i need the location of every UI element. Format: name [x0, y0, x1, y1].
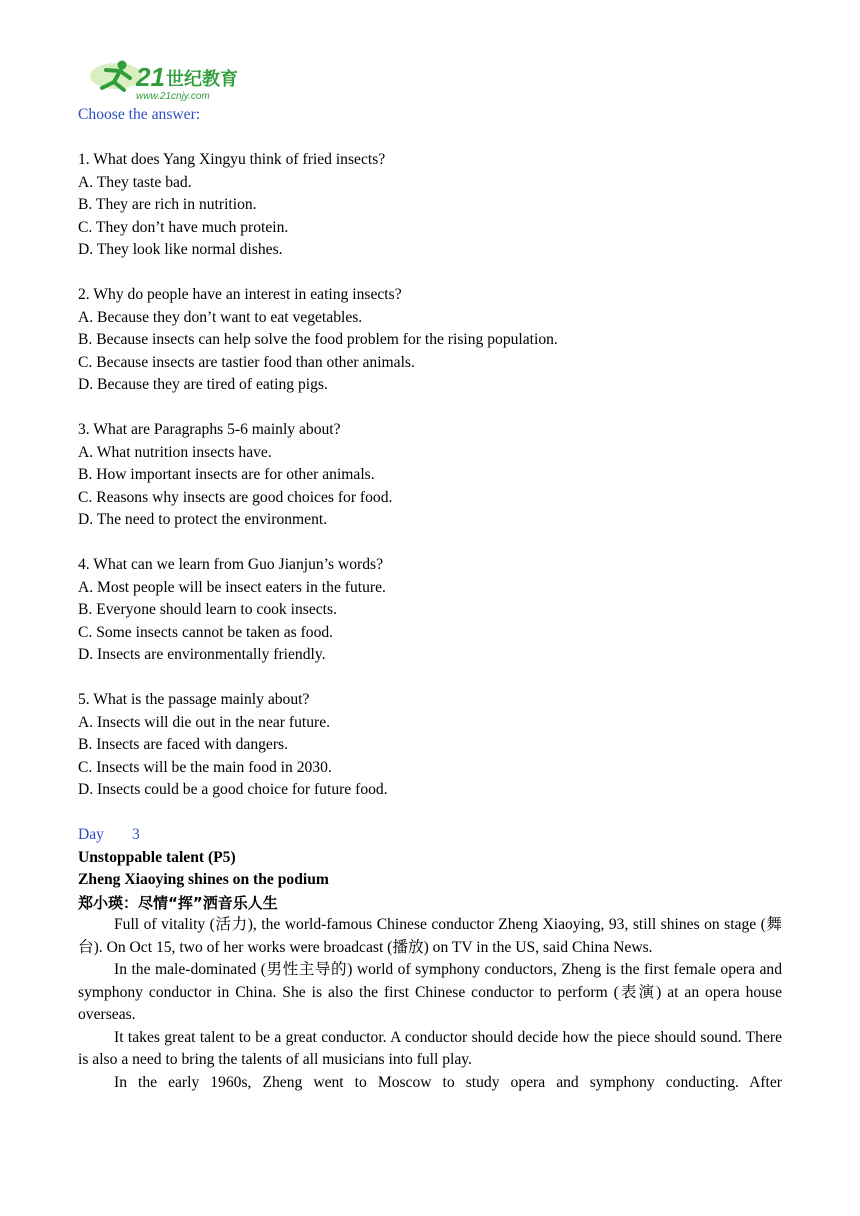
option-c: C. Reasons why insects are good choices for food. — [78, 488, 393, 506]
question-stem: 4. What can we learn from Guo Jianjun’s words? — [78, 556, 384, 573]
option-c: C. Some insects cannot be taken as food. — [78, 623, 334, 641]
question-1 — [78, 149, 782, 262]
option-b: B. Because insects can help solve the food problem for the rising population. — [78, 331, 558, 348]
page-content — [78, 104, 782, 1094]
question-stem: 2. Why do people have an interest in eating insects? — [78, 286, 402, 303]
day-number: 3 — [131, 826, 140, 843]
option-a: A. Because they don’t want to eat vegetables. — [78, 308, 363, 326]
option-a: A. They taste bad. — [78, 173, 192, 191]
site-logo — [86, 56, 250, 104]
question-5 — [78, 689, 782, 802]
option-c: C. Because insects are tastier food than other animals. — [78, 353, 415, 371]
option-d: D. They look like normal dishes. — [78, 241, 283, 258]
question-4 — [78, 554, 782, 667]
article-paragraph-2: In the male-dominated (男性主导的) world of symphony conductors, Zheng is the first female opera and symphony conductor in China. She is also the first Chinese conductor to perform (表演) at an opera house overseas. — [78, 961, 782, 1023]
option-d: D. Insects could be a good choice for future food. — [78, 781, 388, 798]
question-stem: 3. What are Paragraphs 5-6 mainly about? — [78, 421, 341, 438]
option-b: B. Everyone should learn to cook insects. — [78, 601, 337, 618]
logo-url: www.21cnjy.com — [136, 91, 210, 102]
article-paragraph-3: It takes great talent to be a great conductor. A conductor should decide how the piece should sound. There is also a need to bring the talents of all musicians into full play. — [78, 1028, 782, 1068]
logo-text: 21 — [136, 62, 165, 92]
article-paragraph-4: In the early 1960s, Zheng went to Moscow to study opera and symphony conducting. After — [114, 1073, 782, 1091]
article-section: Unstoppable talent (P5) — [78, 848, 236, 866]
option-d: D. Because they are tired of eating pigs. — [78, 376, 328, 393]
instruction: Choose the answer: — [78, 106, 201, 123]
option-b: B. How important insects are for other animals. — [78, 466, 375, 483]
option-c: C. Insects will be the main food in 2030. — [78, 758, 332, 776]
question-stem: 5. What is the passage mainly about? — [78, 691, 310, 708]
option-d: D. Insects are environmentally friendly. — [78, 646, 326, 663]
day-label: Day — [78, 826, 104, 843]
option-c: C. They don’t have much protein. — [78, 218, 289, 236]
option-b: B. Insects are faced with dangers. — [78, 736, 288, 753]
question-3 — [78, 419, 782, 532]
question-stem: 1. What does Yang Xingyu think of fried insects? — [78, 151, 386, 168]
day-heading — [78, 824, 782, 847]
article-title: Zheng Xiaoying shines on the podium — [78, 871, 329, 888]
option-a: A. What nutrition insects have. — [78, 443, 272, 461]
runner-logo-icon — [86, 56, 250, 104]
option-a: A. Insects will die out in the near future. — [78, 713, 331, 731]
article-title-cn: 郑小瑛：尽情“挥”洒音乐人生 — [78, 893, 278, 912]
option-a: A. Most people will be insect eaters in the future. — [78, 578, 386, 596]
svg-text:世纪教育: 世纪教育 — [166, 69, 238, 90]
option-b: B. They are rich in nutrition. — [78, 196, 257, 213]
question-2 — [78, 284, 782, 397]
option-d: D. The need to protect the environment. — [78, 511, 328, 528]
article-paragraph-1: Full of vitality (活力), the world-famous Chinese conductor Zheng Xiaoying, 93, still shines on stage (舞台). On Oct 15, two of her works were broadcast (播放) on TV in the US, said China News. — [78, 916, 782, 956]
